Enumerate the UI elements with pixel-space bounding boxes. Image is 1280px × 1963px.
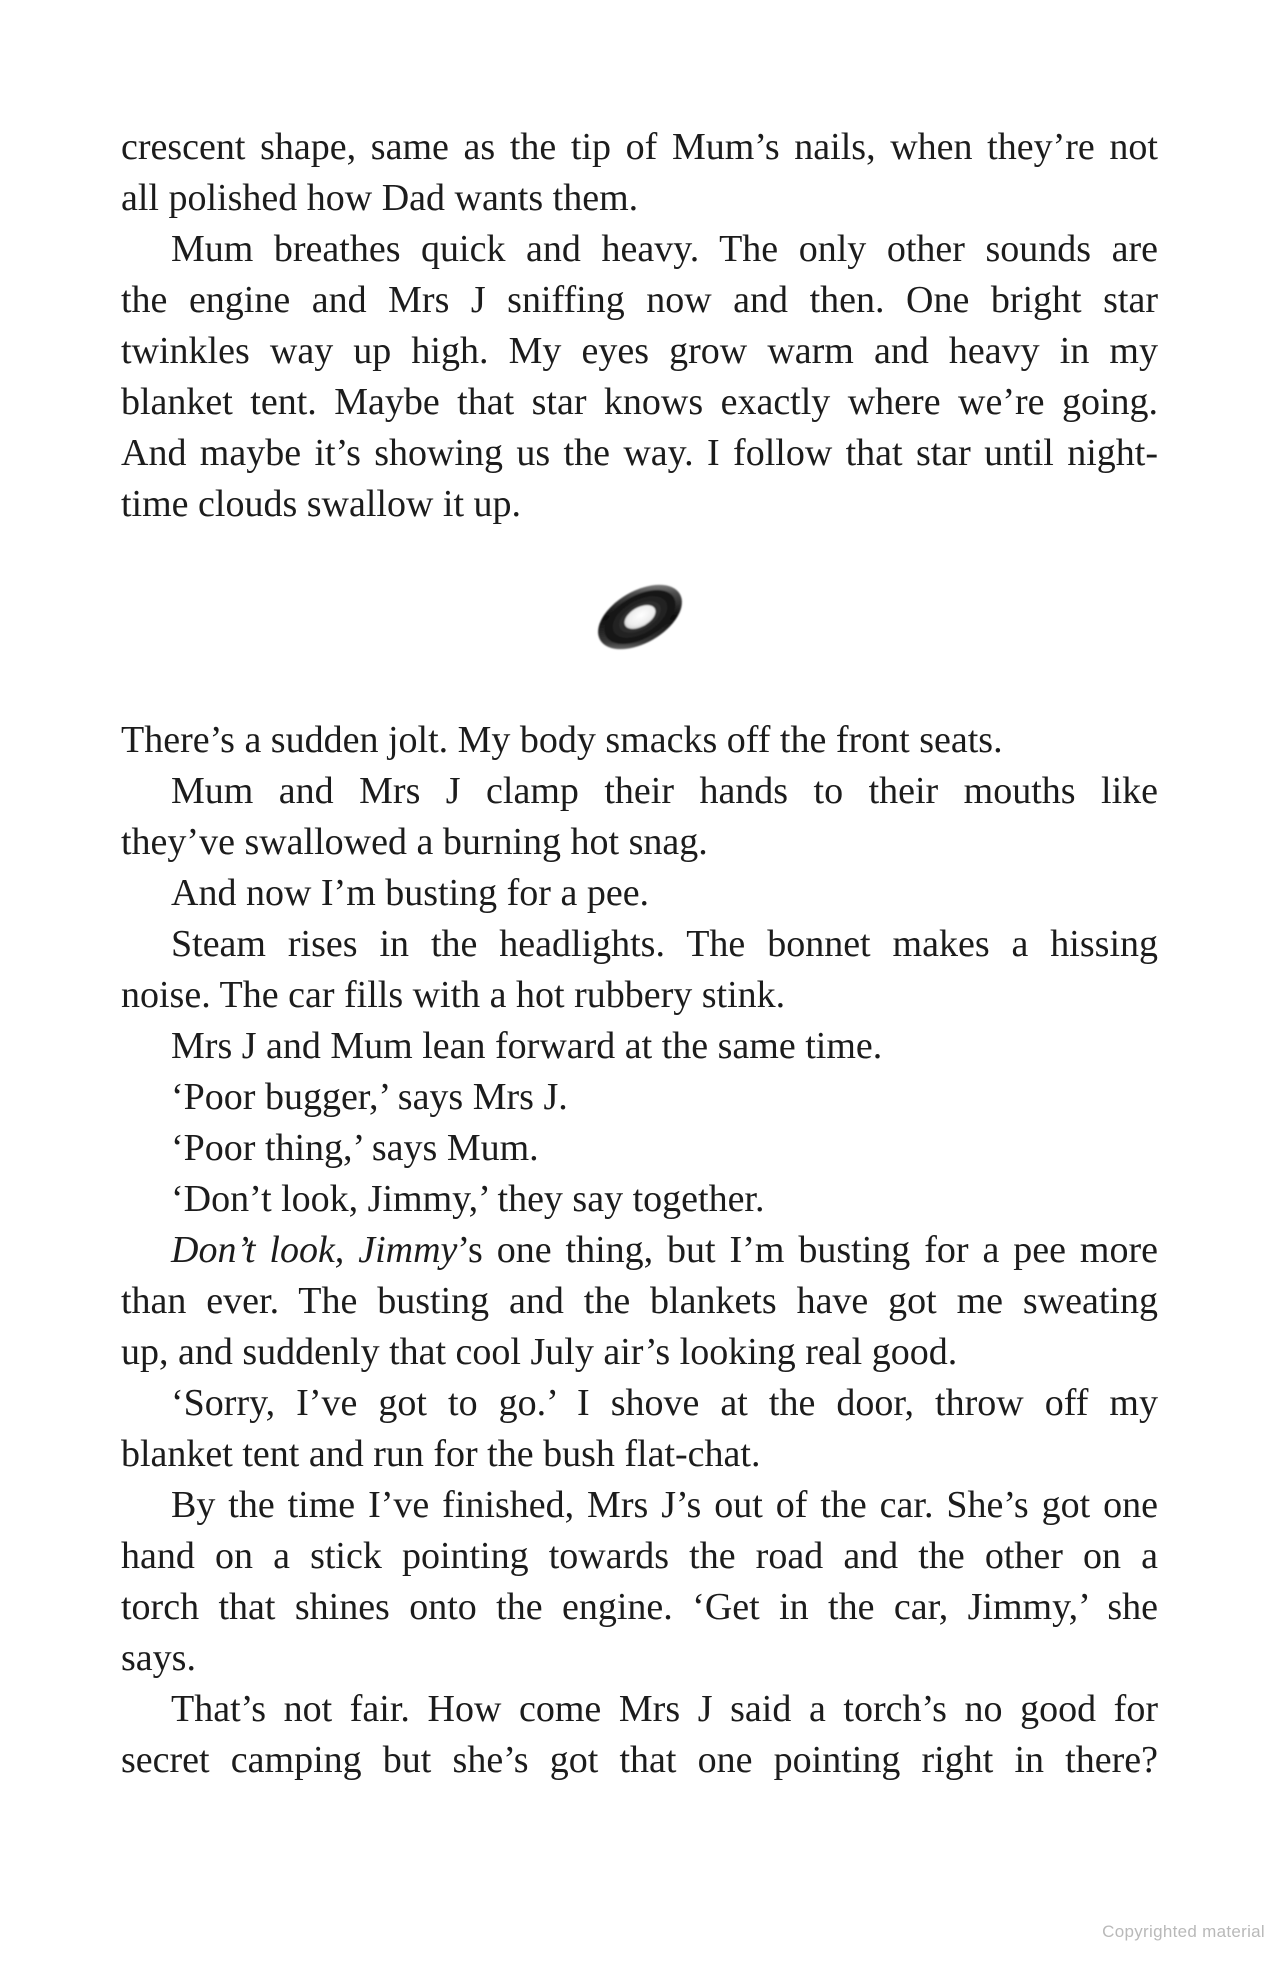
text-line: says. [121,1637,196,1679]
text-line: hand on a stick pointing towards the road and the other on a [121,1535,1158,1577]
text-line: Mum and Mrs J clamp their hands to their mouths like [171,770,1158,812]
text-line: ‘Sorry, I’ve got to go.’ I shove at the door, throw off my [171,1382,1158,1424]
text-line: Don’t look, Jimmy’s one thing, but I’m busting for a pee more [171,1229,1158,1271]
text-line: up, and suddenly that cool July air’s looking real good. [121,1331,958,1373]
text-line: time clouds swallow it up. [121,483,522,525]
vinyl-record-icon [590,572,690,662]
text-line: Steam rises in the headlights. The bonnet makes a hissing [171,923,1158,965]
text-line: all polished how Dad wants them. [121,177,639,219]
text-line: torch that shines onto the engine. ‘Get in the car, Jimmy,’ she [121,1586,1158,1628]
text-line: they’ve swallowed a burning hot snag. [121,821,708,863]
text-line: By the time I’ve finished, Mrs J’s out of the car. She’s got one [171,1484,1158,1526]
text-line: Mrs J and Mum lean forward at the same time. [171,1025,883,1067]
text-line: ‘Poor bugger,’ says Mrs J. [171,1076,568,1118]
text-line: twinkles way up high. My eyes grow warm and heavy in my [121,330,1158,372]
page-text [121,122,1158,1786]
text-line: And now I’m busting for a pee. [171,872,650,914]
text-line: There’s a sudden jolt. My body smacks off the front seats. [121,719,1003,761]
italic-phrase: Don’t look, Jimmy [171,1229,458,1271]
text-line: noise. The car fills with a hot rubbery stink. [121,974,786,1016]
text-line: ‘Poor thing,’ says Mum. [171,1127,539,1169]
text-line: the engine and Mrs J sniffing now and then. One bright star [121,279,1158,321]
text-line: than ever. The busting and the blankets have got me sweating [121,1280,1158,1322]
text-line: secret camping but she’s got that one pointing right in there? [121,1739,1158,1781]
text-line: Mum breathes quick and heavy. The only other sounds are [171,228,1158,270]
text-line: ‘Don’t look, Jimmy,’ they say together. [171,1178,765,1220]
text-line: crescent shape, same as the tip of Mum’s nails, when they’re not [121,126,1158,168]
text-line: That’s not fair. How come Mrs J said a torch’s no good for [171,1688,1158,1730]
section-separator [121,572,1158,662]
copyright-watermark: Copyrighted material [1102,1922,1265,1941]
text-line: blanket tent and run for the bush flat-chat. [121,1433,761,1475]
text-line: blanket tent. Maybe that star knows exactly where we’re going. [121,381,1158,423]
text-line: And maybe it’s showing us the way. I follow that star until night- [121,432,1158,474]
